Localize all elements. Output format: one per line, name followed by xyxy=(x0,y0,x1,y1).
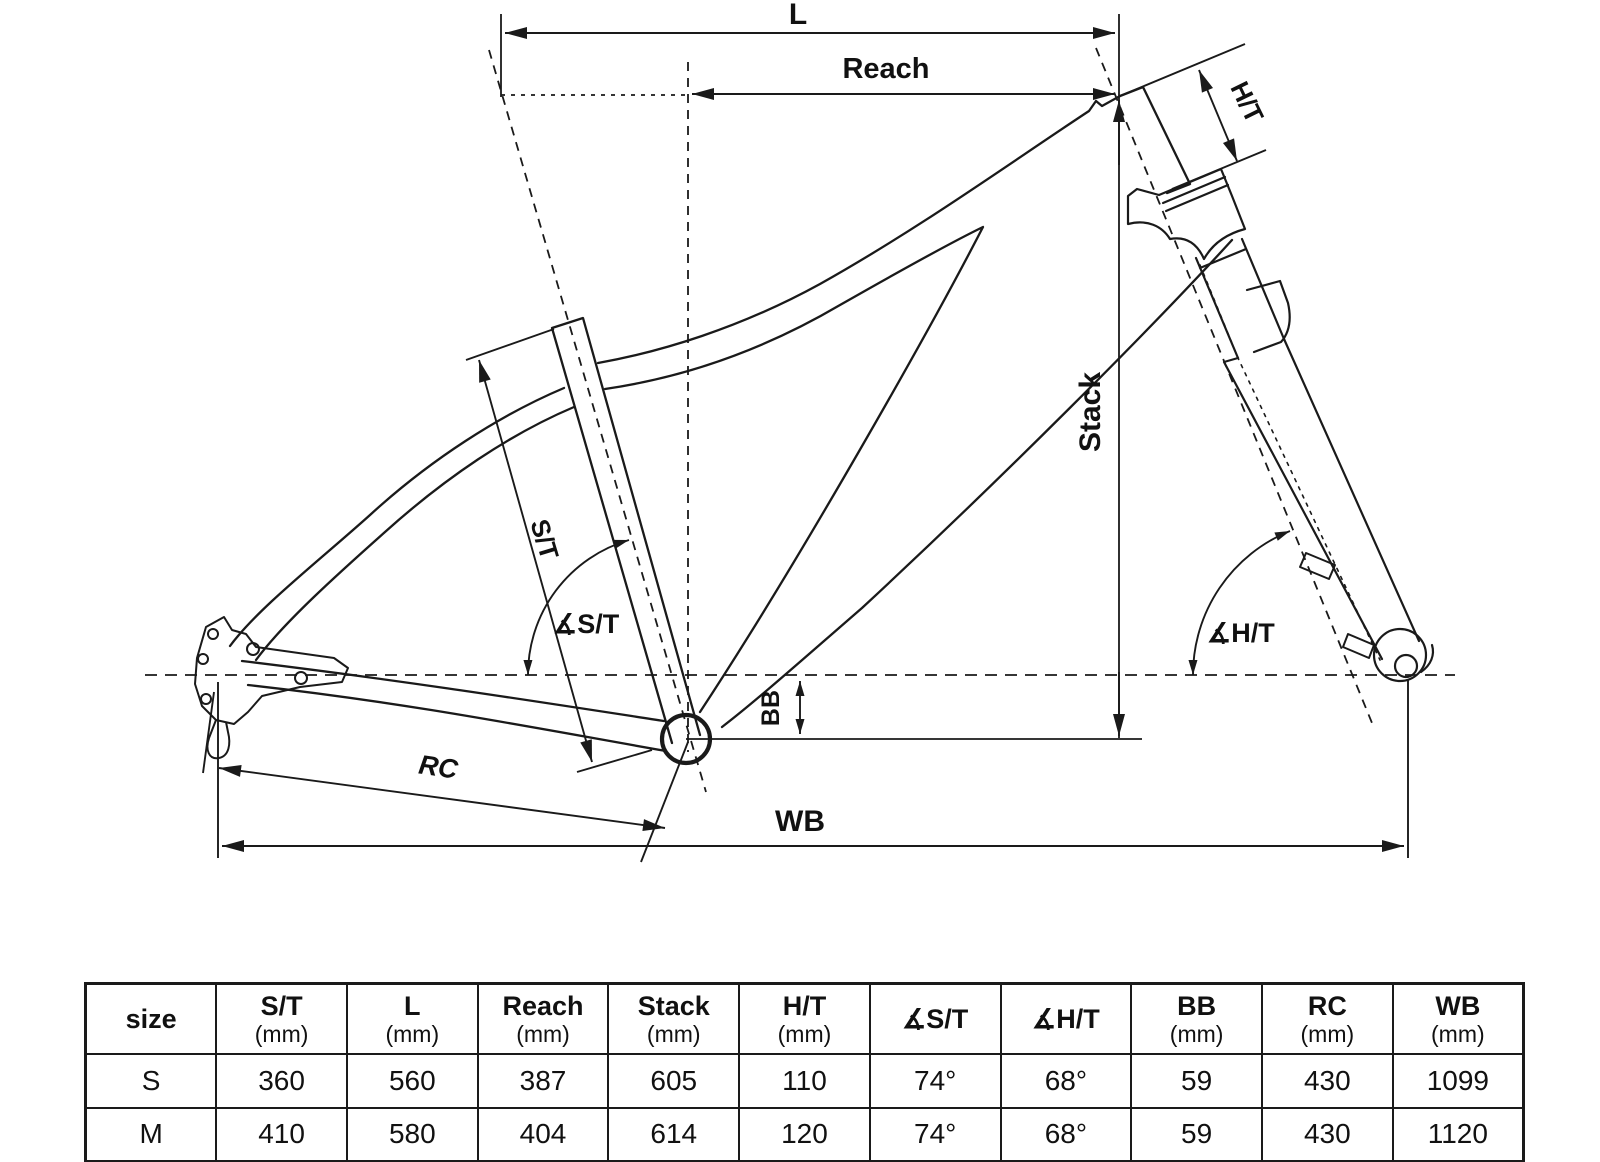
brake-tab-upper xyxy=(1300,553,1335,579)
cell-stack: 605 xyxy=(608,1054,739,1108)
fork-stanchion xyxy=(1196,239,1284,358)
col-header-bb: BB (mm) xyxy=(1131,984,1262,1054)
col-header-l: L (mm) xyxy=(347,984,478,1054)
construction-lines xyxy=(145,14,1455,792)
cell-size: M xyxy=(86,1108,217,1162)
label-bb: BB xyxy=(757,689,785,727)
seat-tube-axis-dashed xyxy=(489,50,706,792)
fork-lower-leg xyxy=(1224,339,1419,659)
label-st: S/T xyxy=(524,515,565,564)
dim-angle-ht-arc xyxy=(1193,531,1290,675)
head-tube xyxy=(1120,87,1190,193)
col-header-ht: H/T (mm) xyxy=(739,984,870,1054)
seat-tube xyxy=(552,318,700,743)
top-tube-upper-edge xyxy=(598,96,1120,363)
cell-reach: 387 xyxy=(478,1054,609,1108)
cell-l: 580 xyxy=(347,1108,478,1162)
seat-stay-lower-edge xyxy=(256,407,574,660)
fork xyxy=(1128,169,1433,681)
down-tube-right-edge xyxy=(722,240,1232,727)
brake-tab-lower xyxy=(1343,634,1374,658)
col-header-st: S/T (mm) xyxy=(216,984,347,1054)
cell-angle-st: 74° xyxy=(870,1054,1001,1108)
cell-bb: 59 xyxy=(1131,1054,1262,1108)
chain-stay-lower-edge xyxy=(248,685,666,751)
cell-angle-st: 74° xyxy=(870,1108,1001,1162)
dim-st-ext-bottom xyxy=(577,750,652,772)
cell-angle-ht: 68° xyxy=(1001,1054,1132,1108)
geometry-table-header-row xyxy=(86,984,1524,1054)
cell-size: S xyxy=(86,1054,217,1108)
label-reach: Reach xyxy=(842,53,930,85)
geometry-table xyxy=(84,982,1525,1162)
label-l: L xyxy=(788,0,808,31)
col-header-wb: WB (mm) xyxy=(1393,984,1524,1054)
dim-ht-ext-2 xyxy=(1172,150,1266,189)
cell-wb: 1099 xyxy=(1393,1054,1524,1108)
cell-angle-ht: 68° xyxy=(1001,1108,1132,1162)
dimension-lines xyxy=(203,33,1408,862)
table-row-size-m xyxy=(86,1108,1524,1162)
dim-ht xyxy=(1199,70,1237,161)
table-row-size-s xyxy=(86,1054,1524,1108)
label-wb: WB xyxy=(775,805,825,838)
cell-rc: 430 xyxy=(1262,1054,1393,1108)
col-header-reach: Reach (mm) xyxy=(478,984,609,1054)
col-header-rc: RC (mm) xyxy=(1262,984,1393,1054)
cell-st: 410 xyxy=(216,1108,347,1162)
cell-reach: 404 xyxy=(478,1108,609,1162)
fork-arch xyxy=(1247,281,1290,352)
label-rc: RC xyxy=(416,749,460,785)
col-header-angle-st: ∡S/T xyxy=(870,984,1001,1054)
dim-st-ext-top xyxy=(466,329,554,360)
cell-ht: 120 xyxy=(739,1108,870,1162)
label-angle-ht: ∡H/T xyxy=(1207,618,1275,648)
cell-ht: 110 xyxy=(739,1054,870,1108)
dim-rc-ext-right xyxy=(641,742,688,862)
seat-stay-upper-edge xyxy=(230,388,564,646)
fork-dropout-outer xyxy=(1374,629,1426,681)
label-angle-st: ∡S/T xyxy=(553,609,620,639)
label-stack: Stack xyxy=(1074,371,1107,453)
col-header-angle-ht: ∡H/T xyxy=(1001,984,1132,1054)
fork-dropout-axle xyxy=(1395,655,1417,677)
cell-rc: 430 xyxy=(1262,1108,1393,1162)
label-ht: H/T xyxy=(1224,76,1270,128)
col-header-size: size xyxy=(86,984,217,1054)
col-header-stack: Stack (mm) xyxy=(608,984,739,1054)
cell-wb: 1120 xyxy=(1393,1108,1524,1162)
cell-stack: 614 xyxy=(608,1108,739,1162)
cell-st: 360 xyxy=(216,1054,347,1108)
cell-l: 560 xyxy=(347,1054,478,1108)
cell-bb: 59 xyxy=(1131,1108,1262,1162)
